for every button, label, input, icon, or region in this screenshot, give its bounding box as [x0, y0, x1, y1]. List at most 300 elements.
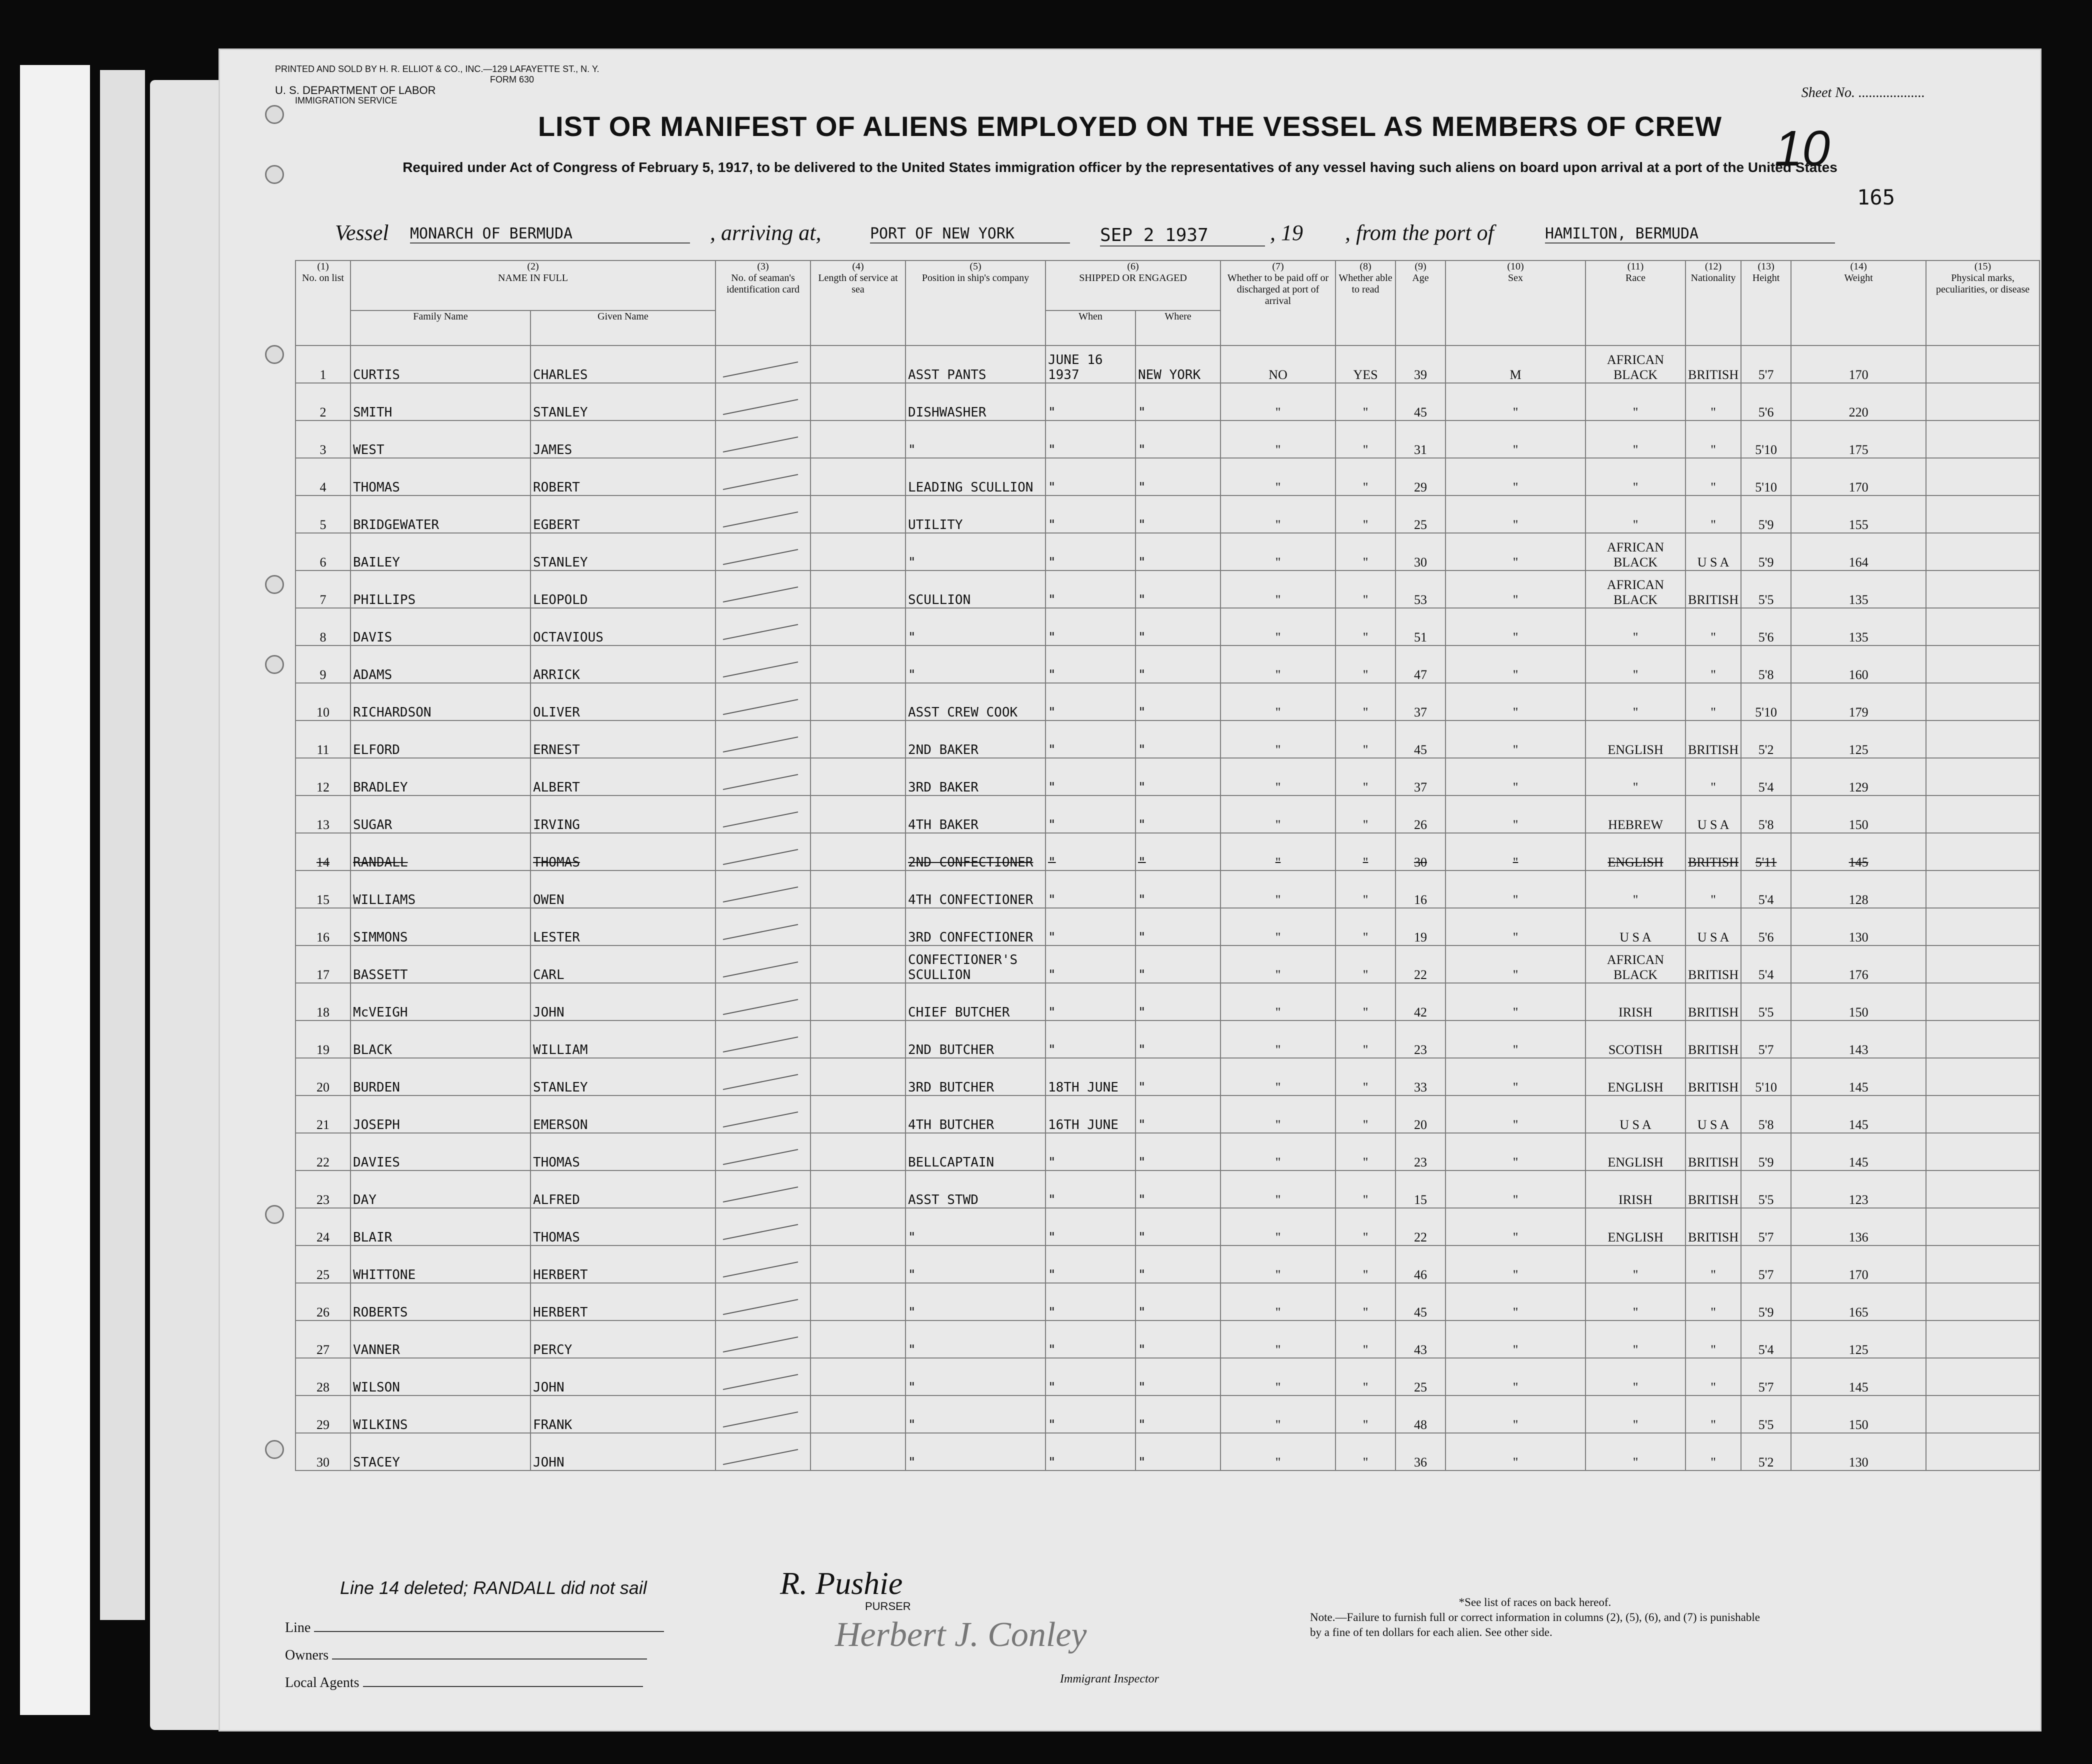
service-cell [810, 533, 906, 570]
age: 37 [1396, 683, 1446, 720]
id-card-cell [716, 533, 810, 570]
row-number: 23 [296, 1170, 350, 1208]
sex: " [1446, 458, 1586, 496]
height: 5'7 [1741, 1246, 1791, 1283]
physical-marks-cell [1926, 383, 2040, 420]
position: LEADING SCULLION [906, 458, 1046, 496]
line-label: Line [285, 1620, 311, 1636]
family-name: ELFORD [350, 720, 530, 758]
table-row [296, 533, 2040, 570]
physical-marks-cell [1926, 1433, 2040, 1470]
given-name: HERBERT [530, 1283, 716, 1320]
col-header-position: (5) Position in ship's company [906, 260, 1046, 346]
weight: 145 [1791, 833, 1926, 870]
age: 22 [1396, 1208, 1446, 1246]
family-name: CURTIS [350, 346, 530, 383]
row-number: 22 [296, 1133, 350, 1170]
manifest-page [220, 50, 2040, 1730]
shipped-when: JUNE 16 1937 [1046, 346, 1136, 383]
purser-signature: R. Pushie [780, 1566, 903, 1601]
given-name: THOMAS [530, 1208, 716, 1246]
able-to-read: " [1336, 1170, 1396, 1208]
id-card-cell [716, 983, 810, 1020]
sex: " [1446, 496, 1586, 533]
id-card-slash-mark [718, 922, 803, 942]
physical-marks-cell [1926, 570, 2040, 608]
service-cell [810, 570, 906, 608]
nationality: " [1686, 683, 1741, 720]
shipped-where: " [1136, 570, 1220, 608]
shipped-where: " [1136, 720, 1220, 758]
weight: 143 [1791, 1020, 1926, 1058]
given-name: ROBERT [530, 458, 716, 496]
age: 30 [1396, 533, 1446, 570]
sheet-number: 10 [1774, 120, 1830, 176]
nationality: BRITISH [1686, 983, 1741, 1020]
shipped-when: " [1046, 720, 1136, 758]
race: IRISH [1586, 1170, 1686, 1208]
nationality: BRITISH [1686, 720, 1741, 758]
sex: " [1446, 608, 1586, 646]
family-name: WHITTONE [350, 1246, 530, 1283]
purser-label: PURSER [865, 1600, 911, 1612]
position: 3RD BAKER [906, 758, 1046, 796]
family-name: WILKINS [350, 1396, 530, 1433]
weight: 150 [1791, 983, 1926, 1020]
id-card-slash-mark [718, 434, 803, 454]
shipped-where: " [1136, 646, 1220, 683]
service-cell [810, 1320, 906, 1358]
paid-off: " [1220, 946, 1336, 983]
service-cell [810, 870, 906, 908]
table-row [296, 683, 2040, 720]
race: AFRICAN BLACK [1586, 346, 1686, 383]
paid-off: " [1220, 1358, 1336, 1396]
race: " [1586, 608, 1686, 646]
family-name: VANNER [350, 1320, 530, 1358]
physical-marks-cell [1926, 1170, 2040, 1208]
position: " [906, 533, 1046, 570]
table-row [296, 608, 2040, 646]
service-cell [810, 983, 906, 1020]
binder-hole [265, 345, 284, 364]
shipped-where: " [1136, 833, 1220, 870]
race: " [1586, 458, 1686, 496]
shipped-where: " [1136, 796, 1220, 833]
shipped-when: " [1046, 1396, 1136, 1433]
table-row [296, 758, 2040, 796]
position: " [906, 1358, 1046, 1396]
position: " [906, 1433, 1046, 1470]
sheet-label-text: Sheet No. [1801, 85, 1855, 100]
age: 31 [1396, 420, 1446, 458]
height: 5'10 [1741, 458, 1791, 496]
age: 23 [1396, 1133, 1446, 1170]
nationality: " [1686, 1358, 1741, 1396]
paid-off: " [1220, 1283, 1336, 1320]
shipped-when: " [1046, 608, 1136, 646]
family-name: McVEIGH [350, 983, 530, 1020]
weight: 135 [1791, 570, 1926, 608]
service-cell [810, 1283, 906, 1320]
nationality: U S A [1686, 908, 1741, 946]
shipped-when: " [1046, 1283, 1136, 1320]
col-header-when: When [1046, 310, 1136, 346]
shipped-where: " [1136, 1358, 1220, 1396]
physical-marks-cell [1926, 870, 2040, 908]
col-header-weight: (14) Weight [1791, 260, 1926, 346]
shipped-where: " [1136, 1433, 1220, 1470]
row-number: 4 [296, 458, 350, 496]
height: 5'8 [1741, 796, 1791, 833]
nationality: BRITISH [1686, 570, 1741, 608]
able-to-read: " [1336, 458, 1396, 496]
paid-off: " [1220, 570, 1336, 608]
age: 45 [1396, 1283, 1446, 1320]
paid-off: " [1220, 1133, 1336, 1170]
id-card-cell [716, 946, 810, 983]
weight: 220 [1791, 383, 1926, 420]
id-card-cell [716, 1020, 810, 1058]
id-card-slash-mark [718, 1072, 803, 1092]
table-row [296, 1133, 2040, 1170]
position: 2ND BUTCHER [906, 1020, 1046, 1058]
nationality: BRITISH [1686, 1020, 1741, 1058]
family-name: ADAMS [350, 646, 530, 683]
position: CONFECTIONER'S SCULLION [906, 946, 1046, 983]
age: 23 [1396, 1020, 1446, 1058]
table-row [296, 383, 2040, 420]
age: 37 [1396, 758, 1446, 796]
height: 5'6 [1741, 608, 1791, 646]
id-card-slash-mark [718, 359, 803, 379]
id-card-cell [716, 720, 810, 758]
height: 5'5 [1741, 983, 1791, 1020]
given-name: OCTAVIOUS [530, 608, 716, 646]
id-card-cell [716, 1396, 810, 1433]
service-cell [810, 420, 906, 458]
id-card-cell [716, 1358, 810, 1396]
given-name: ARRICK [530, 646, 716, 683]
row-number: 6 [296, 533, 350, 570]
paid-off: " [1220, 1246, 1336, 1283]
service-cell [810, 796, 906, 833]
shipped-when: " [1046, 983, 1136, 1020]
sex: " [1446, 1096, 1586, 1133]
shipped-where: " [1136, 1133, 1220, 1170]
crew-rows [296, 346, 2040, 1470]
nationality: " [1686, 758, 1741, 796]
age: 30 [1396, 833, 1446, 870]
age: 45 [1396, 383, 1446, 420]
nationality: " [1686, 1433, 1741, 1470]
able-to-read: " [1336, 1096, 1396, 1133]
age: 19 [1396, 908, 1446, 946]
service-cell [810, 1020, 906, 1058]
shipped-when: " [1046, 420, 1136, 458]
physical-marks-cell [1926, 420, 2040, 458]
paid-off: " [1220, 983, 1336, 1020]
race: ENGLISH [1586, 1133, 1686, 1170]
physical-marks-cell [1926, 1020, 2040, 1058]
height: 5'4 [1741, 758, 1791, 796]
form-number: FORM 630 [490, 74, 534, 84]
row-number: 27 [296, 1320, 350, 1358]
paid-off: " [1220, 1096, 1336, 1133]
able-to-read: " [1336, 833, 1396, 870]
race: U S A [1586, 1096, 1686, 1133]
paid-off: " [1220, 796, 1336, 833]
given-name: IRVING [530, 796, 716, 833]
sex: " [1446, 1020, 1586, 1058]
line-blank [314, 1631, 664, 1632]
weight: 128 [1791, 870, 1926, 908]
row-number: 29 [296, 1396, 350, 1433]
col-header-name: (2) NAME IN FULL [350, 260, 716, 310]
able-to-read: " [1336, 608, 1396, 646]
physical-marks-cell [1926, 683, 2040, 720]
given-name: STANLEY [530, 533, 716, 570]
family-name: BLACK [350, 1020, 530, 1058]
col-header-where: Where [1136, 310, 1220, 346]
weight: 145 [1791, 1133, 1926, 1170]
shipped-where: " [1136, 458, 1220, 496]
family-name: DAVIES [350, 1133, 530, 1170]
col-header-number: (1) No. on list [296, 260, 350, 346]
paid-off: " [1220, 683, 1336, 720]
able-to-read: " [1336, 983, 1396, 1020]
given-name: FRANK [530, 1396, 716, 1433]
id-card-cell [716, 1283, 810, 1320]
race: SCOTISH [1586, 1020, 1686, 1058]
shipped-when: " [1046, 1208, 1136, 1246]
sex: " [1446, 833, 1586, 870]
sex: " [1446, 646, 1586, 683]
footer-line-field [285, 1620, 664, 1636]
background-paper-strip [100, 70, 145, 1620]
nationality: BRITISH [1686, 346, 1741, 383]
table-row [296, 570, 2040, 608]
row-number: 19 [296, 1020, 350, 1058]
table-row [296, 983, 2040, 1020]
physical-marks-cell [1926, 458, 2040, 496]
id-card-cell [716, 870, 810, 908]
col-header-physical: (15) Physical marks, peculiarities, or disease [1926, 260, 2040, 346]
height: 5'9 [1741, 1133, 1791, 1170]
shipped-where: " [1136, 1320, 1220, 1358]
id-card-cell [716, 833, 810, 870]
paid-off: " [1220, 646, 1336, 683]
id-card-slash-mark [718, 584, 803, 604]
penalty-note: Note.—Failure to furnish full or correct information in columns (2), (5), (6), and (7) is punishable by a fine of ten dollars for each alien. See other side. [1310, 1611, 1760, 1638]
weight: 145 [1791, 1096, 1926, 1133]
paid-off: " [1220, 758, 1336, 796]
inspector-label: Immigrant Inspector [1060, 1672, 1159, 1686]
able-to-read: " [1336, 1433, 1396, 1470]
nationality: " [1686, 1246, 1741, 1283]
table-row [296, 1020, 2040, 1058]
height: 5'6 [1741, 908, 1791, 946]
sex: " [1446, 720, 1586, 758]
col-header-paid-off: (7) Whether to be paid off or discharged at port of arrival [1220, 260, 1336, 346]
nationality: " [1686, 1320, 1741, 1358]
row-number: 8 [296, 608, 350, 646]
height: 5'5 [1741, 570, 1791, 608]
able-to-read: " [1336, 870, 1396, 908]
service-cell [810, 1433, 906, 1470]
id-card-slash-mark [718, 1034, 803, 1054]
inspector-signature: Herbert J. Conley [835, 1616, 1087, 1654]
age: 42 [1396, 983, 1446, 1020]
sex: " [1446, 758, 1586, 796]
shipped-where: " [1136, 383, 1220, 420]
race: ENGLISH [1586, 1058, 1686, 1096]
physical-marks-cell [1926, 1320, 2040, 1358]
id-card-cell [716, 1096, 810, 1133]
row-number: 7 [296, 570, 350, 608]
shipped-where: " [1136, 908, 1220, 946]
height: 5'8 [1741, 1096, 1791, 1133]
weight: 136 [1791, 1208, 1926, 1246]
nationality: " [1686, 1283, 1741, 1320]
race: AFRICAN BLACK [1586, 570, 1686, 608]
family-name: DAVIS [350, 608, 530, 646]
height: 5'9 [1741, 1283, 1791, 1320]
row-number: 10 [296, 683, 350, 720]
vessel-line [335, 220, 1935, 260]
height: 5'9 [1741, 533, 1791, 570]
row-number: 26 [296, 1283, 350, 1320]
family-name: DAY [350, 1170, 530, 1208]
table-row [296, 1170, 2040, 1208]
service-cell [810, 1058, 906, 1096]
able-to-read: " [1336, 420, 1396, 458]
race: " [1586, 1246, 1686, 1283]
age: 48 [1396, 1396, 1446, 1433]
sex: " [1446, 1283, 1586, 1320]
family-name: JOSEPH [350, 1096, 530, 1133]
nationality: U S A [1686, 533, 1741, 570]
table-row [296, 870, 2040, 908]
family-name: ROBERTS [350, 1283, 530, 1320]
able-to-read: " [1336, 533, 1396, 570]
height: 5'9 [1741, 496, 1791, 533]
id-card-slash-mark [718, 1222, 803, 1242]
weight: 179 [1791, 683, 1926, 720]
id-card-slash-mark [718, 1146, 803, 1166]
service-cell [810, 946, 906, 983]
family-name: BLAIR [350, 1208, 530, 1246]
shipped-when: " [1046, 533, 1136, 570]
given-name: JOHN [530, 1433, 716, 1470]
service-cell [810, 908, 906, 946]
service-cell [810, 1396, 906, 1433]
age: 22 [1396, 946, 1446, 983]
binder-hole [265, 655, 284, 674]
position: ASST STWD [906, 1170, 1046, 1208]
shipped-when: " [1046, 1320, 1136, 1358]
shipped-where: NEW YORK [1136, 346, 1220, 383]
col-header-sex: (10) Sex [1446, 260, 1586, 346]
able-to-read: " [1336, 646, 1396, 683]
shipped-when: " [1046, 1020, 1136, 1058]
row-number: 13 [296, 796, 350, 833]
service-cell [810, 1096, 906, 1133]
id-card-cell [716, 908, 810, 946]
col-header-shipped: (6) SHIPPED OR ENGAGED [1046, 260, 1220, 310]
service-cell [810, 383, 906, 420]
row-number: 2 [296, 383, 350, 420]
nationality: " [1686, 496, 1741, 533]
table-row [296, 833, 2040, 870]
position: 3RD BUTCHER [906, 1058, 1046, 1096]
race: " [1586, 683, 1686, 720]
position: " [906, 1320, 1046, 1358]
position: 2ND BAKER [906, 720, 1046, 758]
weight: 170 [1791, 1246, 1926, 1283]
shipped-when: " [1046, 1170, 1136, 1208]
id-card-cell [716, 1246, 810, 1283]
sex: " [1446, 1320, 1586, 1358]
id-card-cell [716, 1058, 810, 1096]
age: 53 [1396, 570, 1446, 608]
height: 5'8 [1741, 646, 1791, 683]
id-card-slash-mark [718, 809, 803, 829]
row-number: 9 [296, 646, 350, 683]
family-name: SIMMONS [350, 908, 530, 946]
height: 5'7 [1741, 1358, 1791, 1396]
table-row [296, 908, 2040, 946]
able-to-read: " [1336, 1246, 1396, 1283]
nationality: " [1686, 870, 1741, 908]
nationality: " [1686, 420, 1741, 458]
weight: 145 [1791, 1358, 1926, 1396]
shipped-when: " [1046, 1133, 1136, 1170]
from-label: , from the port of [1345, 220, 1494, 245]
department: U. S. DEPARTMENT OF LABOR [275, 84, 436, 96]
table-row [296, 1058, 2040, 1096]
able-to-read: " [1336, 720, 1396, 758]
given-name: CHARLES [530, 346, 716, 383]
age: 16 [1396, 870, 1446, 908]
id-card-cell [716, 1133, 810, 1170]
height: 5'7 [1741, 1208, 1791, 1246]
table-row [296, 1320, 2040, 1358]
race: AFRICAN BLACK [1586, 533, 1686, 570]
able-to-read: " [1336, 1058, 1396, 1096]
sex: " [1446, 1208, 1586, 1246]
able-to-read: " [1336, 496, 1396, 533]
sex: " [1446, 1058, 1586, 1096]
id-card-slash-mark [718, 1109, 803, 1129]
shipped-when: " [1046, 796, 1136, 833]
height: 5'4 [1741, 1320, 1791, 1358]
height: 5'10 [1741, 420, 1791, 458]
able-to-read: " [1336, 1133, 1396, 1170]
physical-marks-cell [1926, 533, 2040, 570]
page-title: LIST OR MANIFEST OF ALIENS EMPLOYED ON THE VESSEL AS MEMBERS OF CREW [538, 110, 1722, 142]
family-name: WILLIAMS [350, 870, 530, 908]
height: 5'7 [1741, 1020, 1791, 1058]
race: " [1586, 646, 1686, 683]
id-card-cell [716, 608, 810, 646]
race: ENGLISH [1586, 833, 1686, 870]
age: 29 [1396, 458, 1446, 496]
weight: 145 [1791, 1058, 1926, 1096]
binder-hole [265, 165, 284, 184]
physical-marks-cell [1926, 1208, 2040, 1246]
id-card-cell [716, 1208, 810, 1246]
